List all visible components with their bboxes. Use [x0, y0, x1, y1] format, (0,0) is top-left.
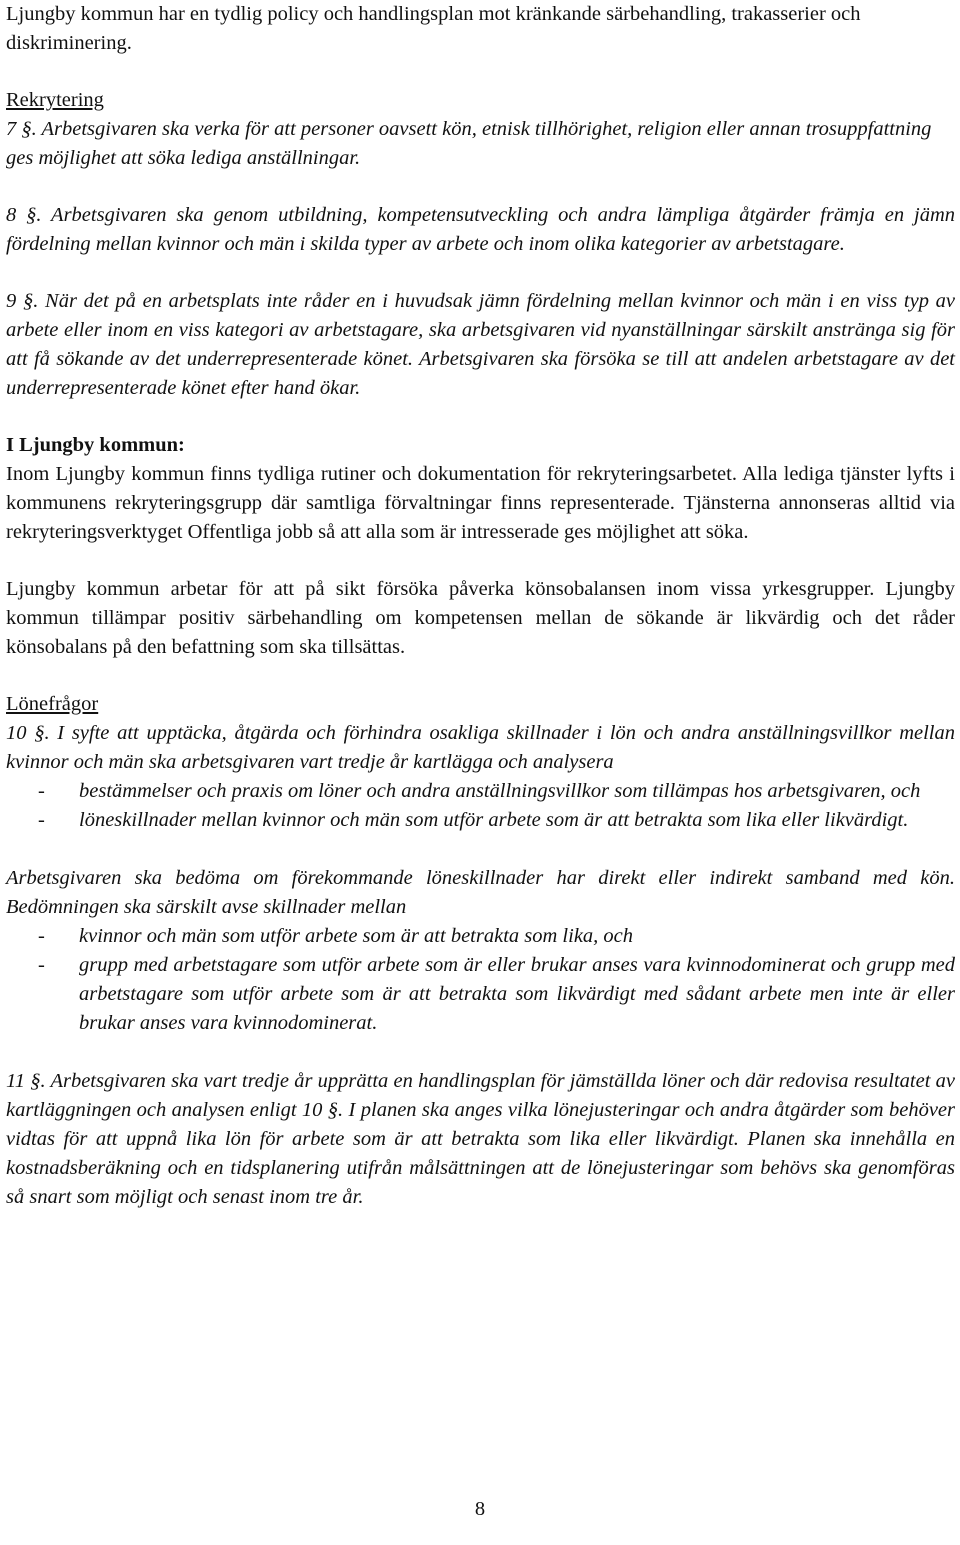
intro-paragraph: Ljungby kommun har en tydlig policy och handlingsplan mot kränkande särbehandling, trakasserier och diskriminering. — [6, 3, 861, 54]
list-marker: - — [38, 925, 45, 947]
assessment-list — [6, 922, 955, 1038]
paragraph-10: 10 §. I syfte att upptäcka, åtgärda och förhindra osakliga skillnader i lön och andra anställningsvillkor mellan kvinnor och män ska arbetsgivaren vart tredje år kartlägga och analysera — [6, 722, 955, 773]
section-heading-rekrytering: Rekrytering — [6, 89, 104, 111]
section-heading-ljungby: I Ljungby kommun: — [6, 434, 185, 456]
list-item: - kvinnor och män som utför arbete som är att betrakta som lika, och — [6, 922, 955, 951]
list-marker: - — [38, 954, 45, 976]
page-number: 8 — [474, 1498, 486, 1520]
paragraph-7: 7 §. Arbetsgivaren ska verka för att personer oavsett kön, etnisk tillhörighet, religion eller annan trosuppfattning ges möjlighet att söka lediga anställningar. — [6, 118, 932, 169]
paragraph-9: 9 §. När det på en arbetsplats inte råder en i huvudsak jämn fördelning mellan kvinnor och män i en viss typ av arbete eller inom en viss kategori av arbetstagare, ska arbetsgivaren vid nyanställningar särskilt anstränga sig för att få sökande av det underrepresenterade könet. Arbetsgivaren ska försöka se till att andelen arbetstagare av det underrepresenterade könet efter hand ökar. — [6, 290, 955, 399]
list-marker: - — [38, 809, 45, 831]
list-item: - bestämmelser och praxis om löner och andra anställningsvillkor som tillämpas hos arbetsgivaren, och — [6, 777, 955, 806]
survey-list — [6, 777, 955, 835]
list-item: - löneskillnader mellan kvinnor och män som utför arbete som är att betrakta som lika eller likvärdigt. — [6, 806, 955, 835]
document-page — [6, 0, 955, 1212]
list-item: - grupp med arbetstagare som utför arbete som är eller brukar anses vara kvinnodominerat och grupp med arbetstagare som utför arbete som är att betrakta som likvärdigt med sådant arbete men inte är eller brukar anses vara kvinnodominerat. — [6, 951, 955, 1038]
paragraph-8: 8 §. Arbetsgivaren ska genom utbildning, kompetensutveckling och andra lämpliga åtgärder främja en jämn fördelning mellan kvinnor och män i skilda typer av arbete och inom olika kategorier av arbetstagare. — [6, 204, 955, 255]
ljungby-paragraph-1: Inom Ljungby kommun finns tydliga rutiner och dokumentation för rekryteringsarbetet. Alla lediga tjänster lyfts i kommunens rekryteringsgrupp där samtliga förvaltningar finns representerade. Tjänsterna annonseras alltid via rekryteringsverktyget Offentliga jobb så att alla som är intresserade ges möjlighet att söka. — [6, 463, 955, 543]
assessment-paragraph: Arbetsgivaren ska bedöma om förekommande löneskillnader har direkt eller indirekt samband med kön. Bedömningen ska särskilt avse skillnader mellan — [6, 867, 955, 918]
ljungby-paragraph-2: Ljungby kommun arbetar för att på sikt försöka påverka könsobalansen inom vissa yrkesgrupper. Ljungby kommun tillämpar positiv särbehandling om kompetensen mellan de sökande är likvärdig och det råder könsobalans på den befattning som ska tillsättas. — [6, 578, 955, 658]
list-marker: - — [38, 780, 45, 802]
section-heading-lonefragor: Lönefrågor — [6, 693, 99, 715]
paragraph-11: 11 §. Arbetsgivaren ska vart tredje år upprätta en handlingsplan för jämställda löner och där redovisa resultatet av kartläggningen och analysen enligt 10 §. I planen ska anges vilka lönejusteringar och andra åtgärder som behöver vidtas för att uppnå lika lön för arbete som är att betrakta som lika eller likvärdigt. Planen ska innehålla en kostnadsberäkning och en tidsplanering utifrån målsättningen att de lönejusteringar som behövs ska genomföras så snart som möjligt och senast inom tre år. — [6, 1070, 955, 1208]
